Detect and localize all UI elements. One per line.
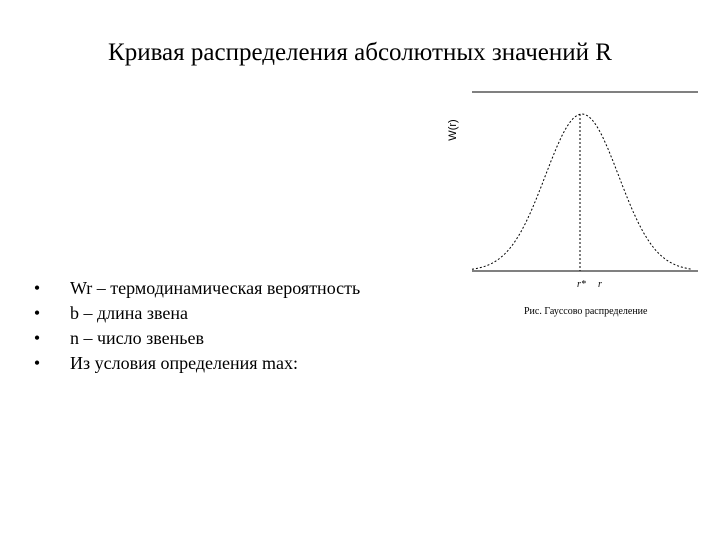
bullet-list: [30, 276, 360, 376]
peak-label: r*: [577, 279, 586, 290]
bullet-item: [30, 276, 360, 301]
bullet-marker: •: [33, 328, 41, 348]
gaussian-plot: [440, 80, 710, 330]
figure-caption: Рис. Гауссово распределение: [524, 306, 648, 317]
bullet-item: [30, 326, 360, 351]
x-axis-label: r: [598, 279, 602, 290]
bullet-item: [30, 301, 360, 326]
bullet-text: n – число звеньев: [70, 328, 204, 348]
bullet-text: Из условия определения max:: [70, 353, 299, 373]
bullet-text: Wr – термодинамическая вероятность: [70, 278, 361, 298]
slide-title: Кривая распределения абсолютных значений R: [108, 39, 612, 66]
gaussian-curve: [472, 114, 692, 269]
bullet-marker: •: [33, 278, 41, 298]
y-axis-label: W(r): [447, 119, 459, 141]
bullet-item: [30, 351, 360, 376]
bullet-marker: •: [33, 303, 41, 323]
bullet-text: b – длина звена: [70, 303, 189, 323]
gaussian-figure: [440, 80, 710, 330]
bullet-marker: •: [33, 353, 41, 373]
